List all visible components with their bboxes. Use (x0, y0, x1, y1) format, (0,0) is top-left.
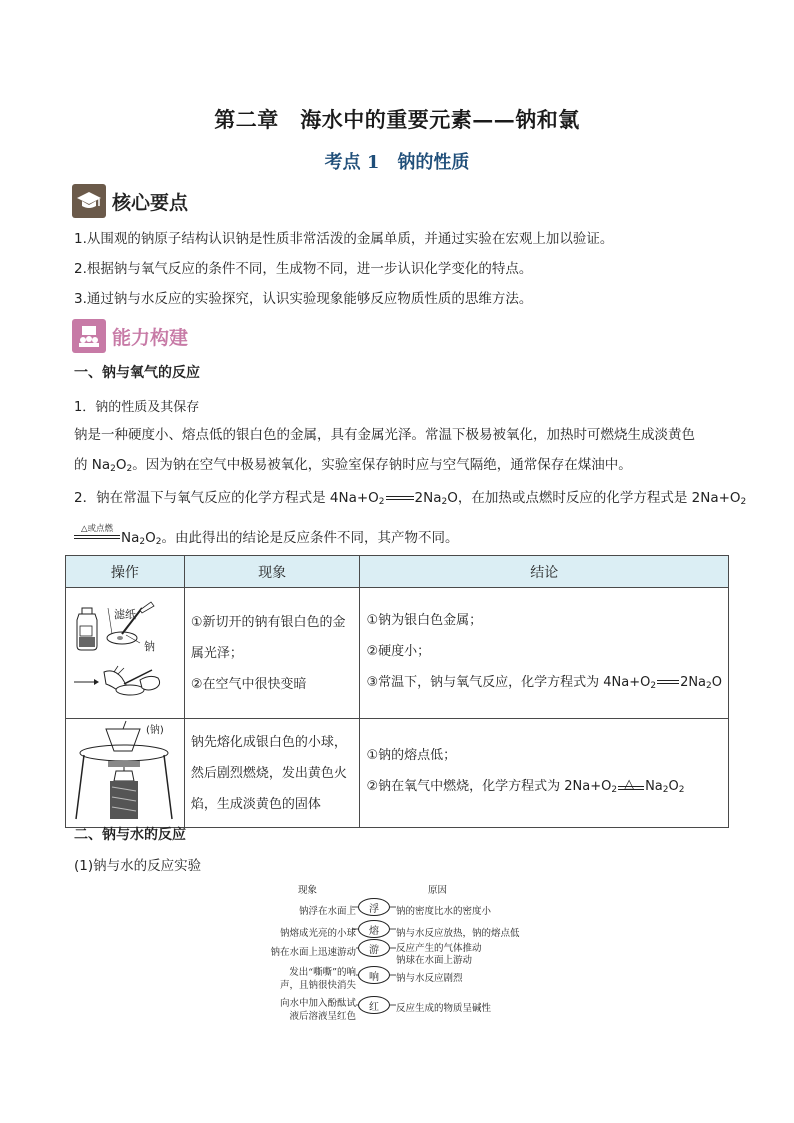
group-people-icon (72, 319, 106, 353)
diagram-node-sound: 响 (358, 966, 390, 984)
header-operation: 操作 (66, 556, 185, 588)
core-section-label: 核心要点 (112, 191, 189, 214)
paragraph-1-line-2: 的 $Na_2O_2$。因为钠在空气中极易被氧化，实验室保存钠时应与空气隔绝，通常保存在煤油中。 (74, 457, 632, 474)
diagram-reason-4: 钠与水反应剧烈 (396, 973, 463, 984)
table-header-row (66, 556, 729, 588)
diagram-node-melt: 熔 (358, 920, 390, 938)
burning-sodium-illustration (66, 719, 182, 823)
diagram-node-swim: 游 (358, 939, 390, 957)
paragraph-1-line-1: 钠是一种硬度小、熔点低的银白色的金属，具有金属光泽。常温下极易被氧化，加热时可燃烧生成淡黄色 (74, 427, 695, 443)
conclusion-cell-2: ①钠的熔点低； ②钠在氧气中燃烧，化学方程式为 $2Na+O_2$ △ $Na_2O_2$ (360, 719, 729, 828)
diagram-col-reason: 原因 (428, 885, 448, 896)
table-row (66, 719, 729, 828)
graduation-cap-icon (72, 184, 106, 218)
diagram-phenomenon-3: 钠在水面上迅速游动 (270, 947, 356, 958)
page-title: 第二章 海水中的重要元素——钠和氯 (214, 107, 580, 132)
core-item-3: 3.通过钠与水反应的实验探究，认识实验现象能够反应物质性质的思维方法。 (74, 291, 533, 307)
diagram-phenomenon-5a: 向水中加入酚酞试 (279, 998, 356, 1009)
conclusion-cell-1: ①钠为银白色金属； ②硬度小； ③常温下，钠与氧气反应，化学方程式为 $4Na+O_2$ $2Na_2O$ (360, 588, 729, 719)
diagram-phenomenon-4b: 声，且钠很快消失 (279, 980, 356, 991)
ability-section-label: 能力构建 (112, 326, 189, 349)
diagram-reason-1: 钠的密度比水的密度小 (396, 906, 492, 917)
diagram-reason-2: 钠与水反应放热，钠的熔点低 (396, 928, 520, 939)
reaction-condition: △或点燃 (74, 524, 120, 542)
diagram-node-red: 红 (358, 996, 390, 1014)
diagram-reason-3b: 钠球在水面上游动 (396, 955, 473, 966)
diagram-phenomenon-1: 钠浮在水面上 (298, 906, 356, 917)
ability-section-header (72, 319, 188, 353)
header-conclusion: 结论 (360, 556, 729, 588)
label-filter-paper: 滤纸 (114, 608, 136, 621)
diagram-reason-5: 反应生成的物质呈碱性 (396, 1003, 492, 1014)
phenomenon-cell-2: 钠先熔化成银白色的小球， 然后剧烈燃烧，发出黄色火 焰，生成淡黄色的固体 (184, 719, 360, 828)
subheading-1: 1．钠的性质及其保存 (74, 400, 200, 415)
section-heading-1: 一、钠与氧气的反应 (74, 365, 200, 381)
diagram-reason-3a: 反应产生的气体推动 (396, 943, 482, 954)
diagram-phenomenon-5b: 液后溶液呈红色 (289, 1011, 356, 1022)
section-heading-2: 二、钠与水的反应 (74, 827, 186, 843)
operation-cell-2 (66, 719, 185, 828)
label-sodium: 钠 (144, 640, 155, 653)
diagram-phenomenon-2: 钠熔成光亮的小球 (279, 928, 356, 939)
paragraph-2: 2．钠在常温下与氧气反应的化学方程式是 $4Na+O_2$ $2Na_2O$，在加热或点燃时反应的化学方程式是 $2Na+O_2$ (74, 490, 747, 507)
diagram-phenomenon-4a: 发出“嘶嘶”的响 (289, 967, 356, 978)
diagram-col-phenomenon: 现象 (298, 885, 318, 896)
page-subtitle: 考点 1 钠的性质 (324, 152, 470, 173)
diagram-connectors (340, 896, 400, 1020)
subheading-2: (1)钠与水的反应实验 (74, 858, 202, 874)
diagram-node-float: 浮 (358, 898, 390, 916)
operation-cell-1 (66, 588, 185, 719)
table-row (66, 588, 729, 719)
phenomenon-cell-1: ①新切开的钠有银白色的金 属光泽； ②在空气中很快变暗 (184, 588, 360, 719)
header-phenomenon: 现象 (184, 556, 360, 588)
experiment-table (65, 555, 729, 828)
core-section-header (72, 184, 188, 218)
paragraph-3: $Na_2O_2$。由此得出的结论是反应条件不同，其产物不同。 (121, 530, 459, 547)
label-sodium-crucible: (钠) (146, 725, 164, 736)
core-item-2: 2.根据钠与氧气反应的条件不同，生成物不同，进一步认识化学变化的特点。 (74, 261, 533, 277)
core-item-1: 1.从围观的钠原子结构认识钠是性质非常活泼的金属单质，并通过实验在宏观上加以验证。 (74, 231, 614, 247)
